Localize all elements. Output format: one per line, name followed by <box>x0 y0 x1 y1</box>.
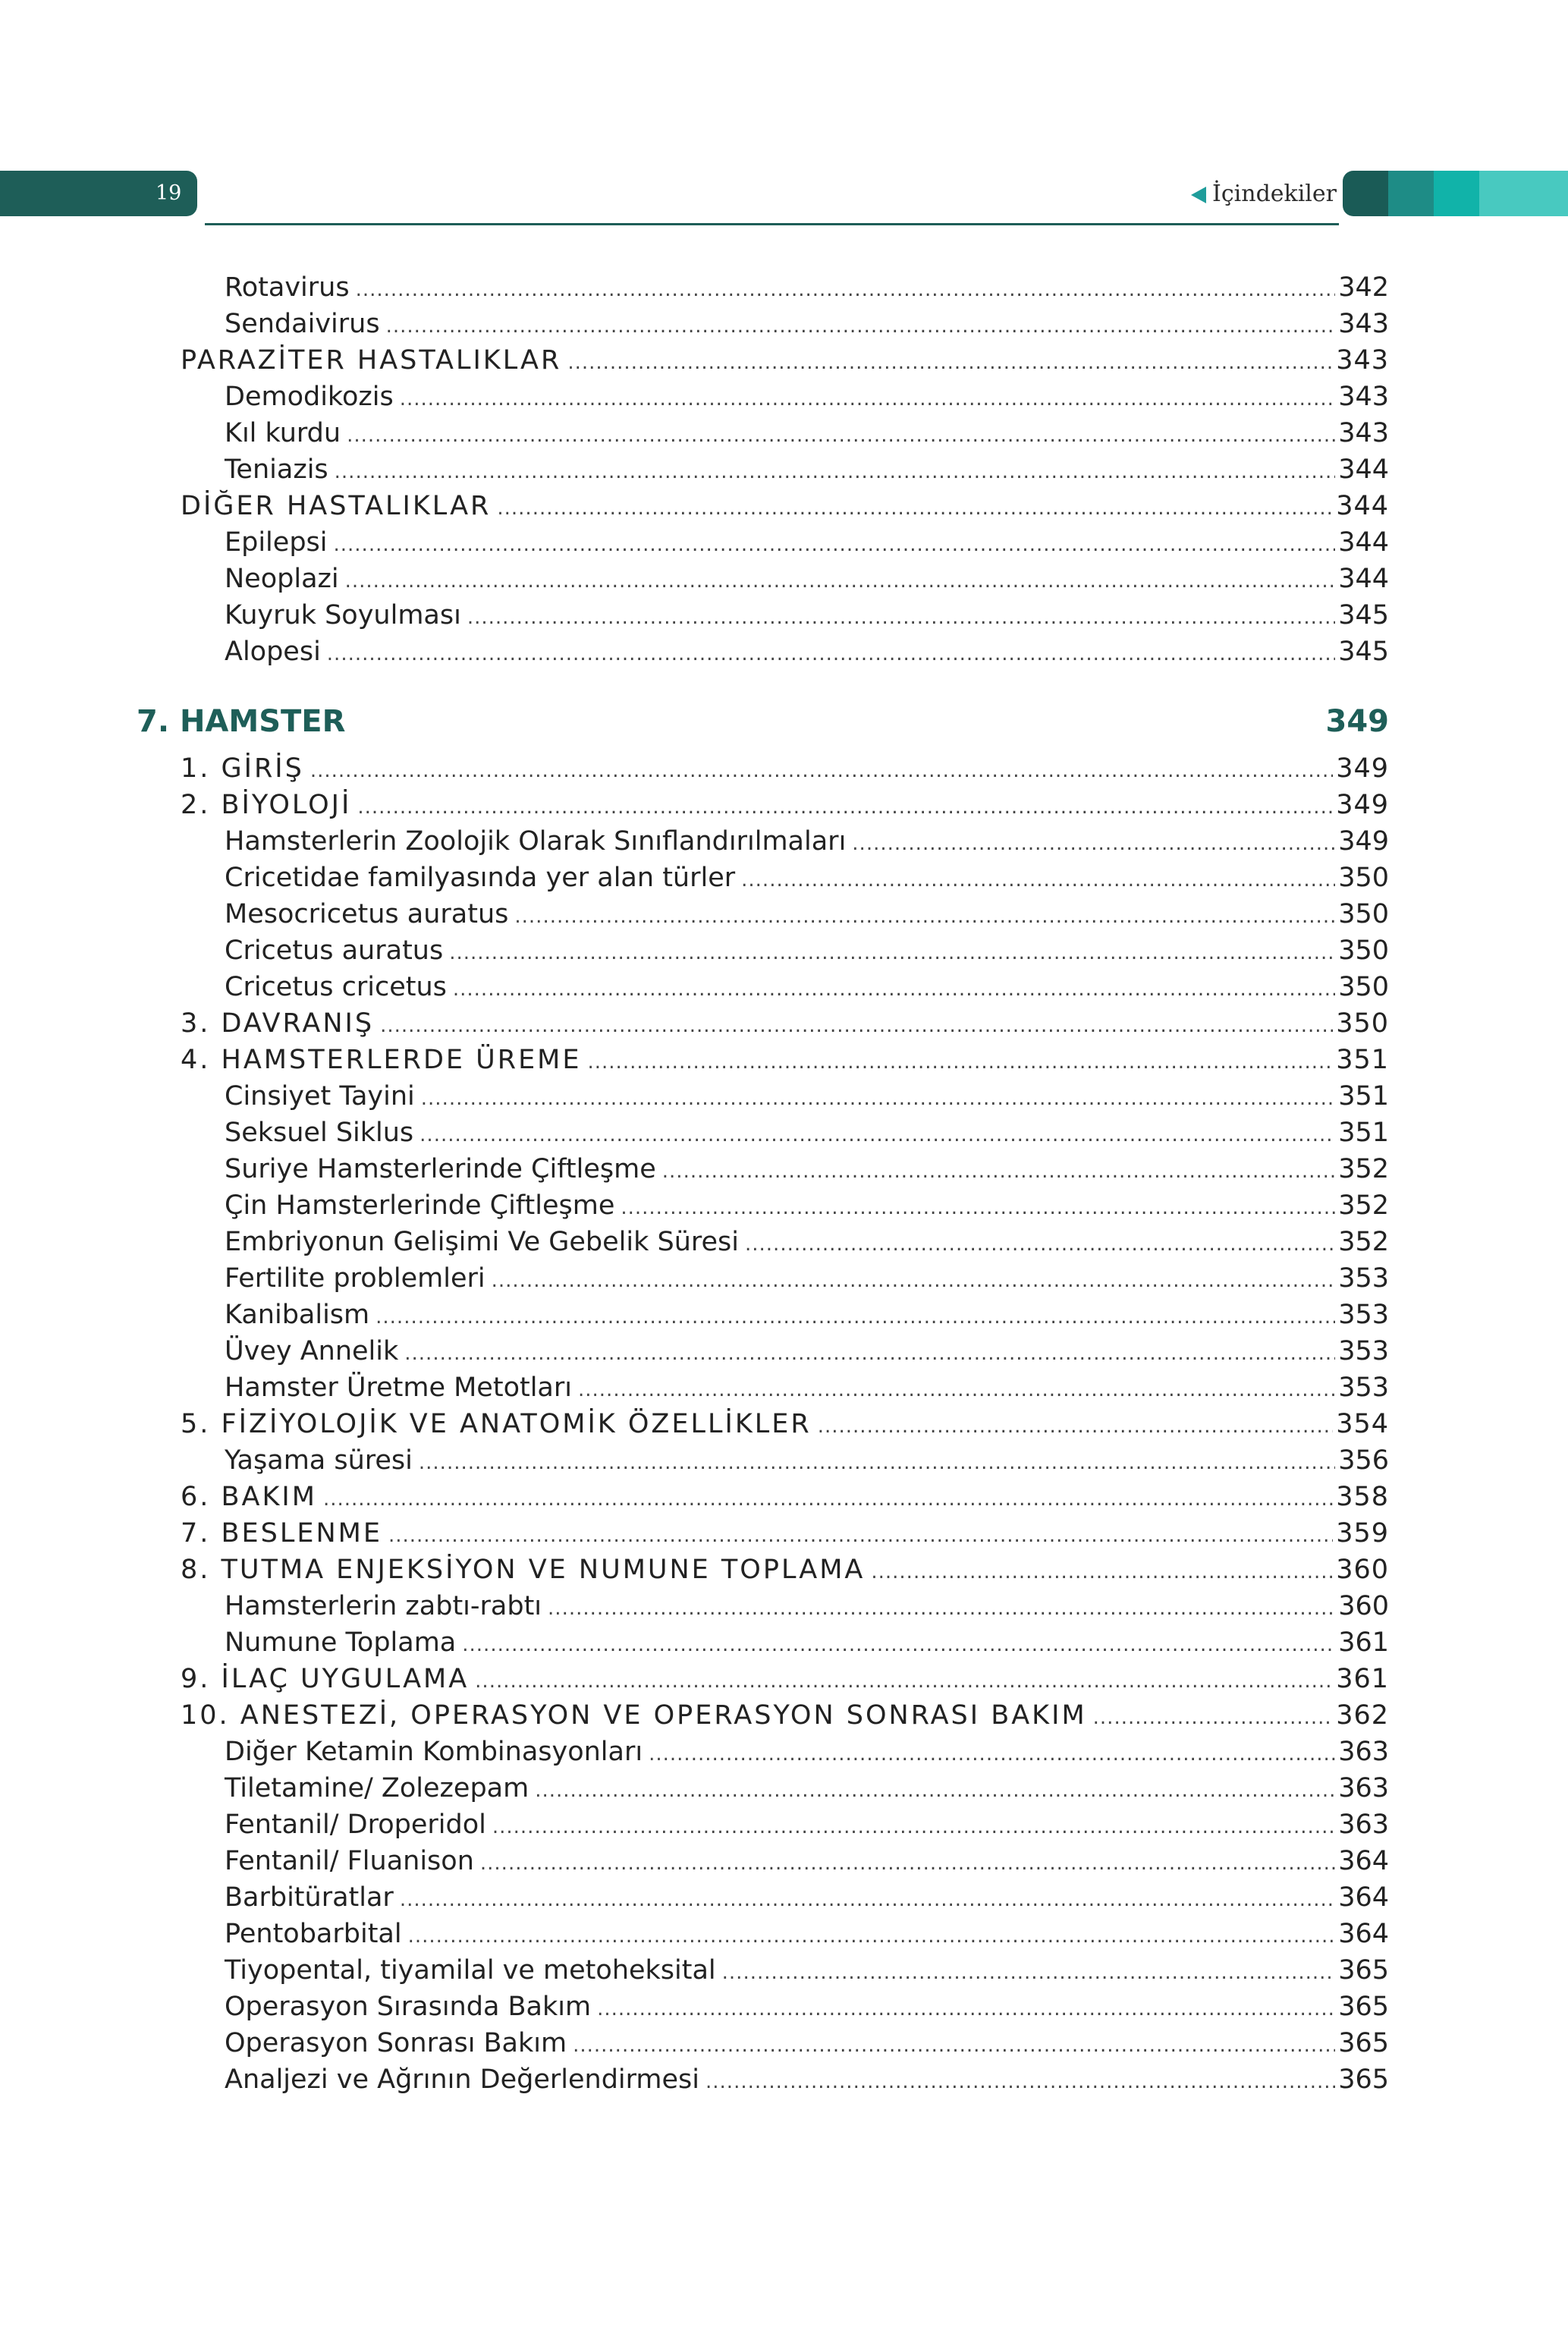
dot-leader <box>347 417 1335 454</box>
toc-entry[interactable] <box>181 1661 1389 1697</box>
dot-leader <box>310 753 1333 789</box>
toc-entry-page: 353 <box>1338 1373 1389 1403</box>
toc-entry-page: 365 <box>1338 1955 1389 1986</box>
toc-entry[interactable] <box>181 488 1389 524</box>
toc-entry-page: 364 <box>1338 1919 1389 1949</box>
toc-entry[interactable] <box>181 1005 1389 1042</box>
toc-entry[interactable] <box>181 750 1389 787</box>
dot-leader <box>818 1408 1333 1445</box>
toc-entry-page: 365 <box>1338 1992 1389 2022</box>
toc-entry[interactable] <box>225 860 1389 896</box>
dot-leader <box>871 1554 1333 1590</box>
dot-leader <box>662 1153 1335 1190</box>
color-block <box>1434 171 1479 216</box>
dot-leader <box>334 527 1336 563</box>
toc-entry-title: Hamsterlerin Zoolojik Olarak Sınıflandırılmaları <box>225 826 847 857</box>
toc-entry-page: 362 <box>1336 1700 1389 1731</box>
toc-entry-page: 356 <box>1338 1445 1389 1476</box>
toc-entry[interactable] <box>225 1624 1389 1661</box>
toc-entry-page: 344 <box>1338 527 1389 558</box>
toc-entry-title: Hamsterlerin zabtı-rabtı <box>225 1591 542 1621</box>
toc-entry-title: Kuyruk Soyulması <box>225 600 461 630</box>
toc-entry-page: 350 <box>1338 972 1389 1002</box>
toc-entry[interactable] <box>225 1260 1389 1297</box>
toc-entry-title: 3. DAVRANIŞ <box>181 1008 375 1039</box>
toc-entry-title: Analjezi ve Ağrının Değerlendirmesi <box>225 2064 700 2095</box>
toc-entry[interactable] <box>225 2025 1389 2061</box>
toc-entry[interactable] <box>181 1406 1389 1442</box>
section-title: İçindekiler <box>1212 181 1337 207</box>
toc-entry-title: 1. GİRİŞ <box>181 753 304 784</box>
toc-entry-title: Pentobarbital <box>225 1919 402 1949</box>
toc-entry-page: 361 <box>1338 1627 1389 1658</box>
toc-entry[interactable] <box>225 306 1389 342</box>
dot-leader <box>335 454 1336 490</box>
toc-entry[interactable] <box>225 379 1389 415</box>
dot-leader <box>548 1590 1335 1627</box>
toc-entry-title: 9. İLAÇ UYGULAMA <box>181 1664 470 1694</box>
dot-leader <box>388 1517 1333 1554</box>
toc-entry[interactable] <box>225 1078 1389 1115</box>
toc-entry-title: Hamster Üretme Metotları <box>225 1373 572 1403</box>
toc-entry-page: 353 <box>1338 1300 1389 1330</box>
toc-entry-title: Epilepsi <box>225 527 328 558</box>
toc-entry[interactable] <box>225 1879 1389 1916</box>
toc-entry-title: PARAZİTER HASTALIKLAR <box>181 345 562 376</box>
header-color-blocks <box>1343 171 1568 216</box>
toc-entry-title: 7. BESLENME <box>181 1518 382 1549</box>
dot-leader <box>400 1882 1335 1918</box>
toc-entry[interactable] <box>225 932 1389 969</box>
toc-entry[interactable] <box>225 1442 1389 1479</box>
toc-entry[interactable] <box>225 1588 1389 1624</box>
dot-leader <box>722 1954 1336 1991</box>
toc-entry[interactable] <box>225 1952 1389 1989</box>
toc-entry-page: 359 <box>1336 1518 1389 1549</box>
dot-leader <box>492 1262 1336 1299</box>
toc-entry-page: 361 <box>1336 1664 1389 1694</box>
toc-entry[interactable] <box>225 1224 1389 1260</box>
toc-entry-title: 8. TUTMA ENJEKSİYON VE NUMUNE TOPLAMA <box>181 1555 866 1585</box>
toc-entry-page: 350 <box>1338 899 1389 929</box>
toc-entry-title: 5. FİZİYOLOJİK VE ANATOMİK ÖZELLİKLER <box>181 1409 812 1439</box>
back-arrow-icon <box>1191 187 1206 203</box>
toc-entry-title: Sendaivirus <box>225 309 380 339</box>
dot-leader <box>327 636 1335 672</box>
toc-entry-page: 363 <box>1338 1737 1389 1767</box>
dot-leader <box>404 1335 1335 1372</box>
toc-entry-page: 364 <box>1338 1846 1389 1876</box>
toc-entry-title: Yaşama süresi <box>225 1445 413 1476</box>
color-block <box>1388 171 1434 216</box>
toc-entry[interactable] <box>225 1734 1389 1770</box>
toc-entry-page: 352 <box>1338 1190 1389 1221</box>
toc-entry[interactable] <box>225 269 1389 306</box>
dot-leader <box>497 490 1333 527</box>
toc-entry-page: 345 <box>1338 637 1389 667</box>
toc-entry[interactable] <box>225 1151 1389 1187</box>
toc-entry-title: Cricetidae familyasında yer alan türler <box>225 863 736 893</box>
toc-entry[interactable] <box>225 969 1389 1005</box>
dot-leader <box>345 563 1336 599</box>
chapter-title: 7. HAMSTER <box>137 704 346 739</box>
dot-leader <box>462 1627 1335 1663</box>
toc-entry-page: 342 <box>1338 272 1389 303</box>
toc-entry[interactable] <box>225 896 1389 932</box>
toc-entry[interactable] <box>225 1333 1389 1369</box>
toc-entry[interactable] <box>225 597 1389 634</box>
color-block <box>1343 171 1388 216</box>
toc-entry-title: Fertilite problemleri <box>225 1263 485 1294</box>
dot-leader <box>649 1736 1335 1772</box>
toc-entry-title: Seksuel Siklus <box>225 1118 414 1148</box>
dot-leader <box>376 1299 1335 1335</box>
dot-leader <box>356 272 1336 308</box>
dot-leader <box>741 862 1335 898</box>
toc-entry[interactable] <box>225 823 1389 860</box>
dot-leader <box>467 599 1335 636</box>
dot-leader <box>475 1663 1333 1700</box>
dot-leader <box>408 1918 1336 1954</box>
dot-leader <box>588 1044 1334 1080</box>
toc-entry-page: 343 <box>1336 345 1389 376</box>
toc-entry[interactable] <box>225 1187 1389 1224</box>
toc-entry[interactable] <box>225 634 1389 670</box>
toc-entry[interactable] <box>225 451 1389 488</box>
toc-entry-page: 353 <box>1338 1263 1389 1294</box>
toc-entry-page: 352 <box>1338 1227 1389 1257</box>
toc-entry-page: 365 <box>1338 2028 1389 2058</box>
dot-leader <box>386 308 1336 344</box>
toc-entry-page: 363 <box>1338 1773 1389 1803</box>
dot-leader <box>400 381 1335 417</box>
toc-entry-page: 343 <box>1338 418 1389 448</box>
toc-entry-title: Tiyopental, tiyamilal ve metoheksital <box>225 1955 716 1986</box>
toc-entry[interactable] <box>181 1697 1389 1734</box>
toc-entry-page: 343 <box>1338 309 1389 339</box>
dot-leader <box>567 344 1333 381</box>
toc-entry-title: Embriyonun Gelişimi Ve Gebelik Süresi <box>225 1227 739 1257</box>
toc-entry-title: DİĞER HASTALIKLAR <box>181 491 492 521</box>
toc-entry-page: 350 <box>1338 935 1389 966</box>
dot-leader <box>597 1991 1335 2027</box>
toc-entry-page: 343 <box>1338 382 1389 412</box>
toc-entry-page: 351 <box>1338 1081 1389 1112</box>
toc-entry[interactable] <box>225 1297 1389 1333</box>
toc-entry-title: Fentanil/ Fluanison <box>225 1846 474 1876</box>
toc-entry-page: 360 <box>1338 1591 1389 1621</box>
dot-leader <box>323 1481 1333 1517</box>
toc-entry-page: 351 <box>1338 1118 1389 1148</box>
toc-entry[interactable] <box>181 1515 1389 1552</box>
dot-leader <box>1093 1700 1334 1736</box>
toc-entry-page: 364 <box>1338 1882 1389 1913</box>
toc-entry[interactable] <box>225 1770 1389 1806</box>
toc-entry-title: Neoplazi <box>225 564 339 594</box>
dot-leader <box>492 1809 1335 1845</box>
toc-entry-title: Çin Hamsterlerinde Çiftleşme <box>225 1190 615 1221</box>
dot-leader <box>453 971 1335 1008</box>
toc-entry-title: Operasyon Sırasında Bakım <box>225 1992 592 2022</box>
toc-entry[interactable] <box>225 1989 1389 2025</box>
toc-entry-page: 344 <box>1338 454 1389 485</box>
toc-entry-title: Fentanil/ Droperidol <box>225 1810 486 1840</box>
toc-entry-title: Mesocricetus auratus <box>225 899 509 929</box>
page-number: 19 <box>156 181 182 205</box>
toc-entry-page: 365 <box>1338 2064 1389 2095</box>
toc-entry-title: Diğer Ketamin Kombinasyonları <box>225 1737 643 1767</box>
dot-leader <box>535 1772 1335 1809</box>
dot-leader <box>419 1445 1335 1481</box>
toc-entry[interactable] <box>181 1042 1389 1078</box>
toc-entry[interactable] <box>225 1843 1389 1879</box>
toc-entry-page: 345 <box>1338 600 1389 630</box>
toc-entry-title: Cricetus auratus <box>225 935 444 966</box>
toc-entry[interactable] <box>181 787 1389 823</box>
toc-entry-page: 349 <box>1338 826 1389 857</box>
toc-entry-title: Üvey Annelik <box>225 1336 399 1366</box>
section-title-link[interactable] <box>1191 176 1337 212</box>
dot-leader <box>357 789 1333 825</box>
toc-entry[interactable] <box>225 2061 1389 2098</box>
dot-leader <box>380 1008 1333 1044</box>
toc-entry-title: Barbitüratlar <box>225 1882 394 1913</box>
chapter-page: 349 <box>1325 704 1389 739</box>
toc-entry[interactable] <box>225 1806 1389 1843</box>
toc-entry[interactable] <box>181 1479 1389 1515</box>
toc-entry-page: 349 <box>1336 790 1389 820</box>
toc-entry-title: Teniazis <box>225 454 328 485</box>
toc-entry-title: 6. BAKIM <box>181 1482 317 1512</box>
toc-entry-title: Operasyon Sonrası Bakım <box>225 2028 567 2058</box>
dot-leader <box>421 1080 1335 1117</box>
dot-leader <box>852 825 1335 862</box>
toc-entry[interactable] <box>225 1115 1389 1151</box>
toc-entry-page: 350 <box>1336 1008 1389 1039</box>
toc-entry[interactable] <box>225 1369 1389 1406</box>
toc-entry-title: Kıl kurdu <box>225 418 341 448</box>
toc-entry[interactable] <box>225 524 1389 561</box>
toc-entry-page: 352 <box>1338 1154 1389 1184</box>
toc-entry[interactable] <box>225 1916 1389 1952</box>
toc-entry-title: Cricetus cricetus <box>225 972 447 1002</box>
toc-entry-title: Alopesi <box>225 637 321 667</box>
header-rule <box>205 223 1339 225</box>
toc-entry-page: 350 <box>1338 863 1389 893</box>
toc-entry[interactable] <box>225 415 1389 451</box>
toc-entry-page: 358 <box>1336 1482 1389 1512</box>
toc-entry-title: Numune Toplama <box>225 1627 457 1658</box>
toc-entry[interactable] <box>225 561 1389 597</box>
toc-entry-page: 344 <box>1336 491 1389 521</box>
toc-entry-title: Tiletamine/ Zolezepam <box>225 1773 529 1803</box>
toc-entry-title: Kanibalism <box>225 1300 370 1330</box>
toc-entry-title: 10. ANESTEZİ, OPERASYON VE OPERASYON SONRASI BAKIM <box>181 1700 1087 1731</box>
toc-entry-title: Rotavirus <box>225 272 350 303</box>
toc-entry-page: 360 <box>1336 1555 1389 1585</box>
toc-entry-title: Suriye Hamsterlerinde Çiftleşme <box>225 1154 656 1184</box>
toc-entry[interactable] <box>181 342 1389 379</box>
chapter-heading[interactable] <box>137 700 1389 743</box>
dot-leader <box>419 1117 1335 1153</box>
dot-leader <box>578 1372 1335 1408</box>
toc-entry-page: 354 <box>1336 1409 1389 1439</box>
toc-entry[interactable] <box>181 1552 1389 1588</box>
dot-leader <box>480 1845 1335 1882</box>
toc-entry-title: 4. HAMSTERLERDE ÜREME <box>181 1045 582 1075</box>
toc-entry-page: 351 <box>1336 1045 1389 1075</box>
toc-entry-page: 344 <box>1338 564 1389 594</box>
dot-leader <box>621 1190 1335 1226</box>
dot-leader <box>573 2027 1335 2064</box>
toc-entry-title: Cinsiyet Tayini <box>225 1081 415 1112</box>
toc-entry-page: 349 <box>1336 753 1389 784</box>
dot-leader <box>514 898 1335 935</box>
toc-entry-title: 2. BİYOLOJİ <box>181 790 352 820</box>
toc-entry-page: 363 <box>1338 1810 1389 1840</box>
color-block <box>1479 171 1568 216</box>
toc-entry-title: Demodikozis <box>225 382 394 412</box>
dot-leader <box>449 935 1335 971</box>
dot-leader <box>745 1226 1335 1262</box>
dot-leader <box>705 2064 1335 2100</box>
toc-entry-page: 353 <box>1338 1336 1389 1366</box>
